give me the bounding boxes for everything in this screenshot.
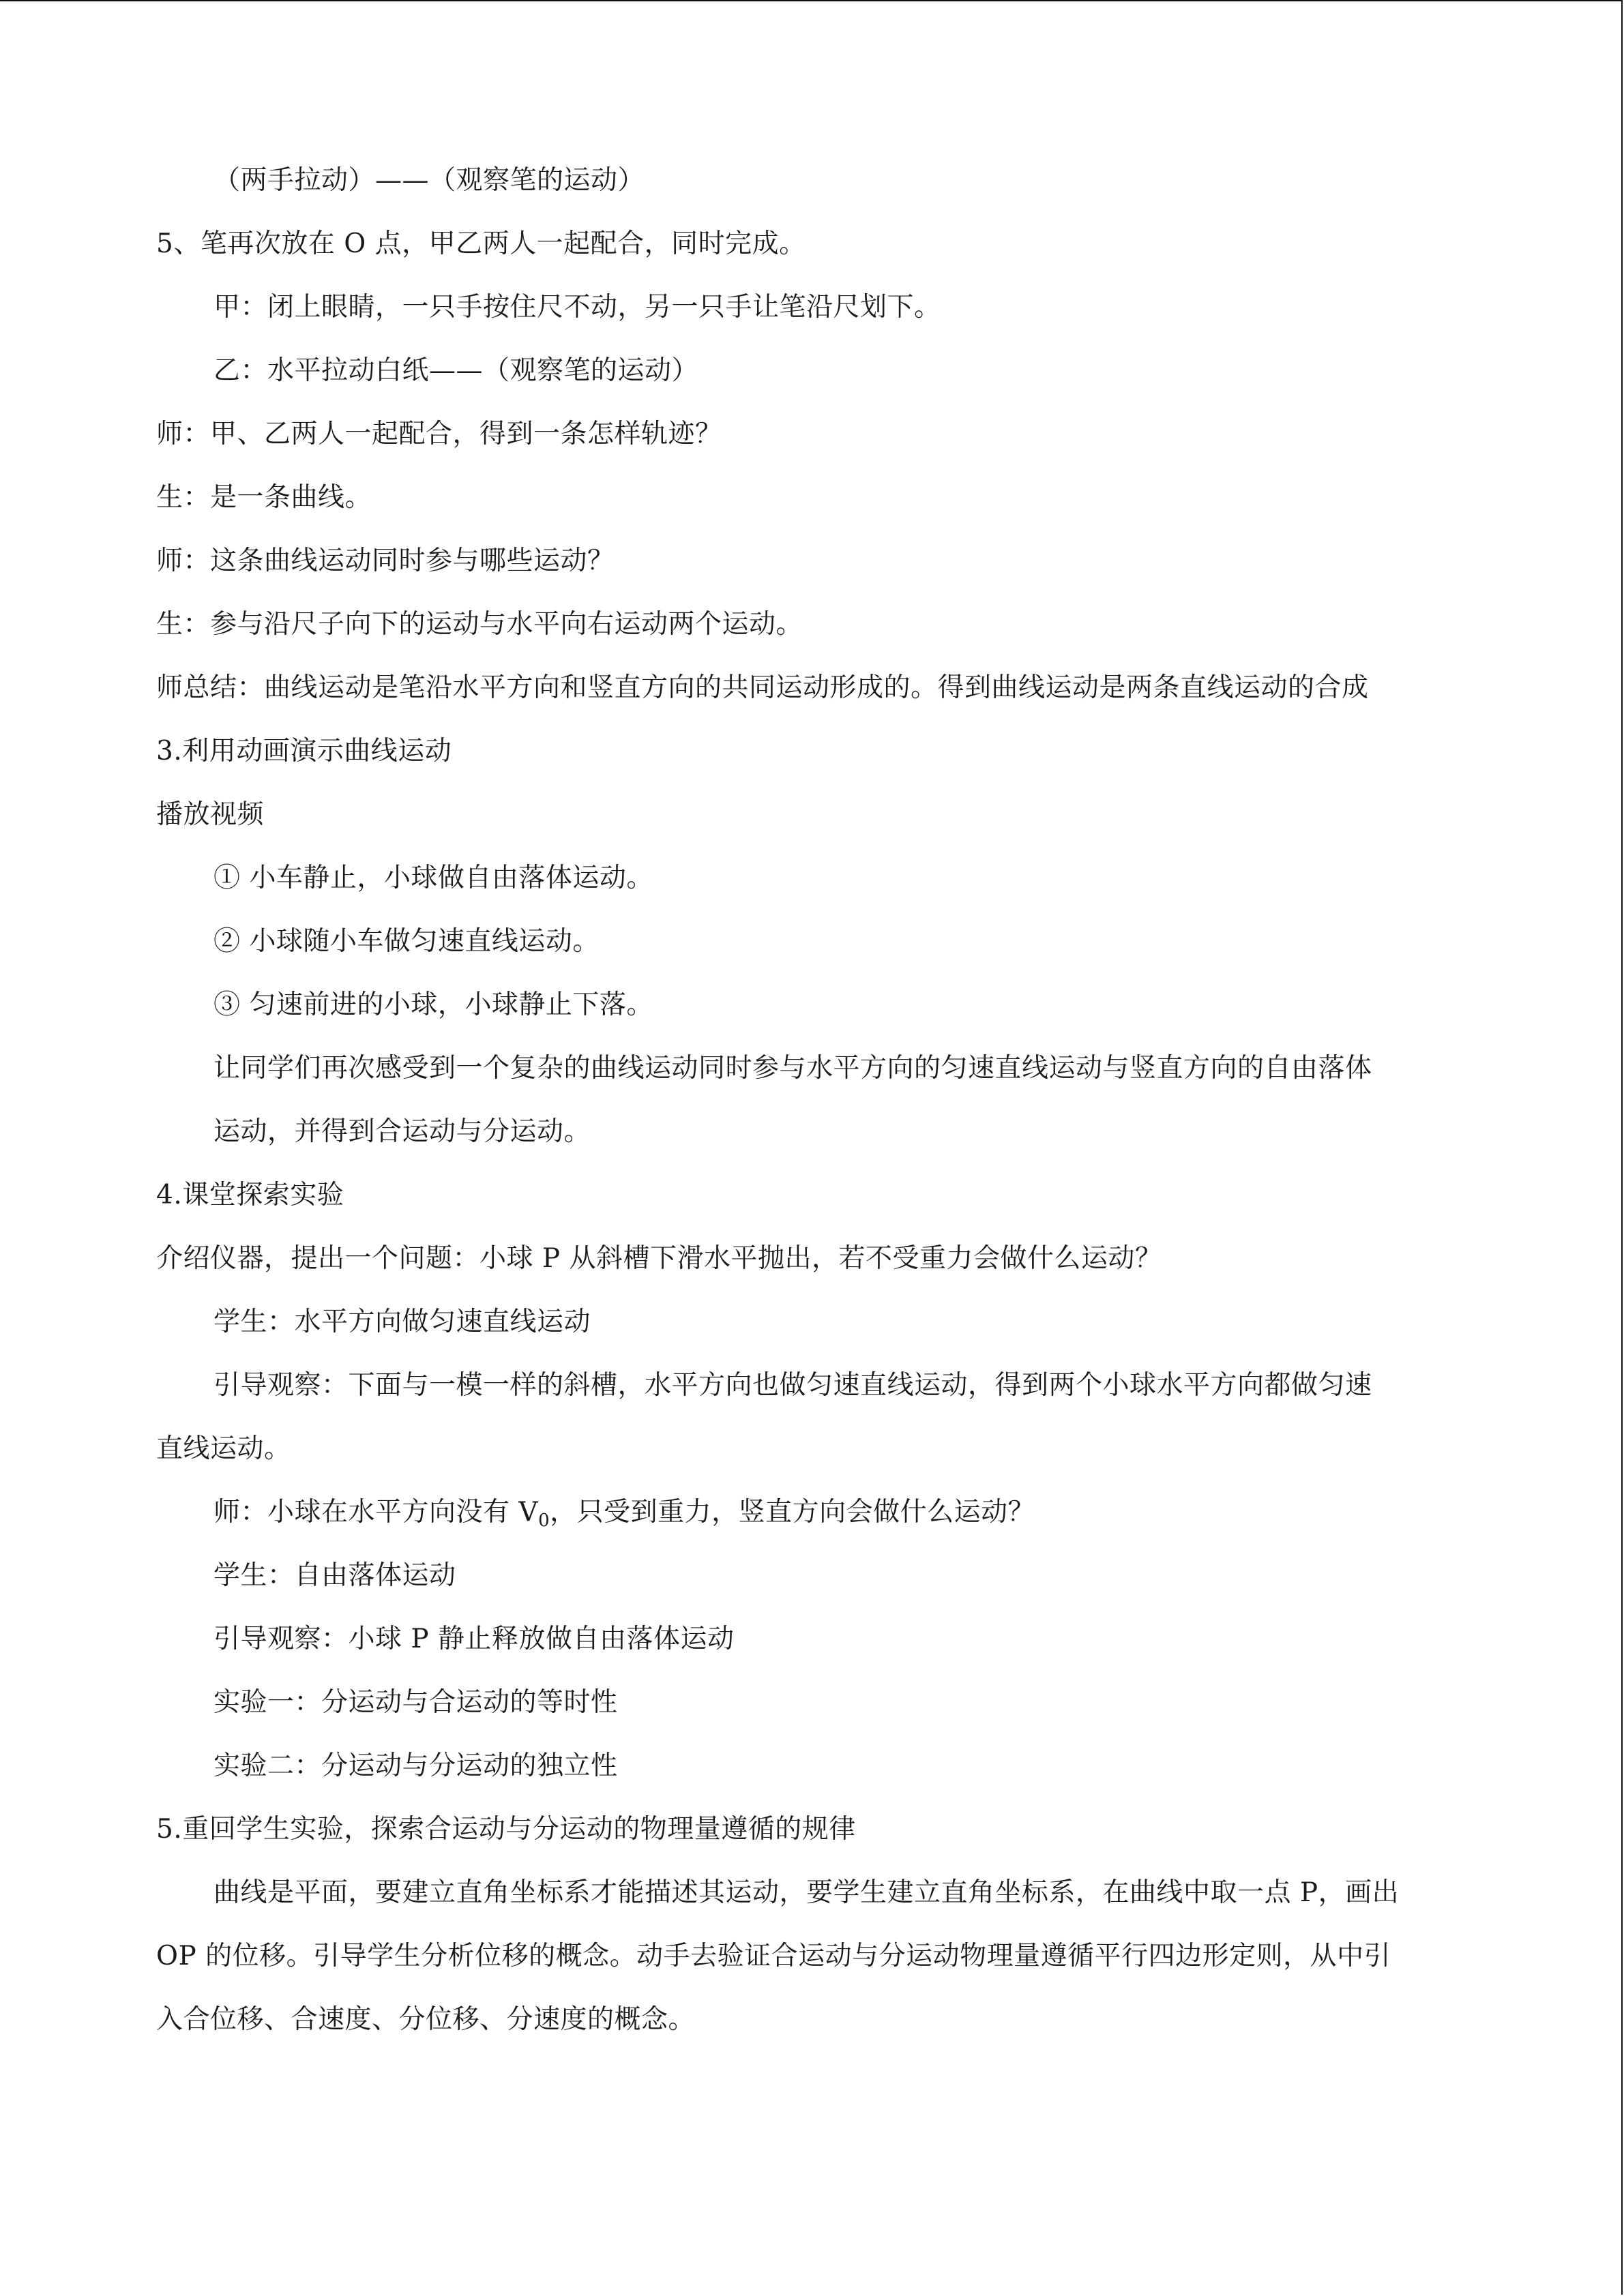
section-heading-3: 3.利用动画演示曲线运动: [156, 736, 452, 766]
text-line-19: 学生：水平方向做匀速直线运动: [213, 1307, 591, 1337]
list-item-1: ① 小车静止，小球做自由落体运动。: [213, 863, 653, 893]
text-line-9: 师总结：曲线运动是笔沿水平方向和竖直方向的共同运动形成的。得到曲线运动是两条直线运动的合成: [156, 672, 1369, 703]
text-line-28: 曲线是平面，要建立直角坐标系才能描述其运动，要学生建立直角坐标系，在曲线中取一点 P，画出: [213, 1877, 1400, 1908]
section-heading-4: 4.课堂探索实验: [156, 1180, 344, 1210]
text-line-16: 运动，并得到合运动与分运动。: [213, 1116, 591, 1147]
text-line-21: 直线运动。: [156, 1433, 291, 1464]
text-line-22-part-a: 师：小球在水平方向没有 V: [213, 1497, 539, 1527]
text-line-3: 甲：闭上眼睛，一只手按住尺不动，另一只手让笔沿尺划下。: [213, 292, 941, 323]
text-line-15: 让同学们再次感受到一个复杂的曲线运动同时参与水平方向的匀速直线运动与竖直方向的自由落体: [213, 1053, 1372, 1084]
text-line-20: 引导观察：下面与一模一样的斜槽，水平方向也做匀速直线运动，得到两个小球水平方向都做匀速: [213, 1370, 1372, 1401]
section-heading-5: 5.重回学生实验，探索合运动与分运动的物理量遵循的规律: [156, 1814, 856, 1845]
text-line-29: OP 的位移。引导学生分析位移的概念。动手去验证合运动与分运动物理量遵循平行四边形定则，从中引: [156, 1941, 1391, 1971]
text-line-24: 引导观察：小球 P 静止释放做自由落体运动: [213, 1624, 735, 1654]
list-item-3: ③ 匀速前进的小球，小球静止下落。: [213, 989, 653, 1020]
text-line-11: 播放视频: [156, 799, 265, 830]
text-line-2: 5、笔再次放在 O 点，甲乙两人一起配合，同时完成。: [156, 228, 806, 259]
text-line-5: 师：甲、乙两人一起配合，得到一条怎样轨迹？: [156, 419, 722, 449]
text-line-4: 乙：水平拉动白纸——（观察笔的运动）: [213, 355, 699, 386]
text-line-6: 生：是一条曲线。: [156, 482, 372, 513]
text-line-23: 学生：自由落体运动: [213, 1560, 456, 1591]
text-line-8: 生：参与沿尺子向下的运动与水平向右运动两个运动。: [156, 609, 803, 640]
text-line-22: [213, 1495, 1035, 1538]
text-line-26: 实验二：分运动与分运动的独立性: [213, 1750, 618, 1781]
subscript-zero: 0: [538, 1510, 550, 1531]
text-line-1: （两手拉动）——（观察笔的运动）: [213, 165, 645, 196]
list-item-2: ② 小球随小车做匀速直线运动。: [213, 926, 600, 957]
text-line-18: 介绍仪器，提出一个问题：小球 P 从斜槽下滑水平抛出，若不受重力会做什么运动？: [156, 1243, 1162, 1274]
text-line-7: 师：这条曲线运动同时参与哪些运动？: [156, 546, 615, 576]
text-line-25: 实验一：分运动与合运动的等时性: [213, 1687, 618, 1718]
text-line-30: 入合位移、合速度、分位移、分速度的概念。: [156, 2004, 696, 2035]
text-line-22-part-b: ，只受到重力，竖直方向会做什么运动？: [550, 1497, 1035, 1527]
